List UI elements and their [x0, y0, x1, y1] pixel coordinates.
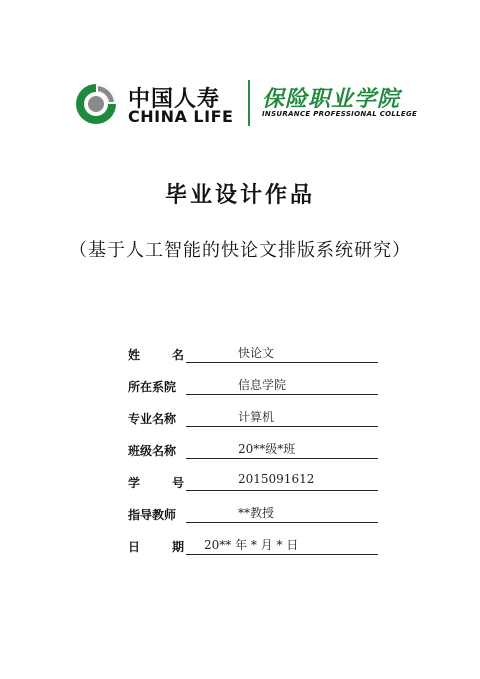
field-value-line	[186, 344, 378, 363]
field-row-department	[128, 372, 388, 404]
field-row-name	[128, 340, 388, 372]
header-logos	[70, 76, 440, 132]
field-value: 计算机	[238, 410, 275, 424]
field-row-class	[128, 436, 388, 468]
field-label: 学 号	[128, 476, 184, 490]
field-row-major	[128, 404, 388, 436]
field-value-line	[186, 504, 378, 523]
field-value-line	[186, 472, 378, 491]
brand-name-en: CHINA LIFE	[128, 107, 234, 126]
document-subtitle: （基于人工智能的快论文排版系统研究）	[69, 240, 411, 261]
field-label: 专业名称	[128, 412, 177, 426]
field-value-line	[186, 408, 378, 427]
field-label: 所在系院	[128, 380, 177, 394]
college-name-cn: 保险职业学院	[262, 87, 401, 112]
college-name-en: INSURANCE PROFESSIONAL COLLEGE	[262, 110, 418, 118]
china-life-logo-icon	[74, 82, 118, 126]
field-row-advisor	[128, 500, 388, 532]
document-title: 毕业设计作品	[164, 183, 315, 208]
field-value: 20**级*班	[238, 442, 296, 456]
field-value-line	[186, 440, 378, 459]
info-fields	[128, 340, 388, 564]
field-value: 快论文	[238, 346, 275, 360]
field-label: 班级名称	[128, 444, 177, 458]
field-value-line	[186, 536, 378, 555]
field-value: 20** 年 * 月 * 日	[204, 538, 299, 552]
field-value: **教授	[238, 506, 275, 520]
brand-name-cn: 中国人寿	[128, 87, 221, 112]
field-value: 2015091612	[238, 472, 315, 486]
field-label: 姓 名	[128, 348, 184, 362]
field-label: 指导教师	[128, 508, 177, 522]
header-divider	[248, 80, 250, 126]
field-value-line	[186, 376, 378, 395]
field-label: 日 期	[128, 540, 184, 554]
field-row-date	[128, 532, 388, 564]
field-row-student-id	[128, 468, 388, 500]
field-value: 信息学院	[238, 378, 287, 392]
